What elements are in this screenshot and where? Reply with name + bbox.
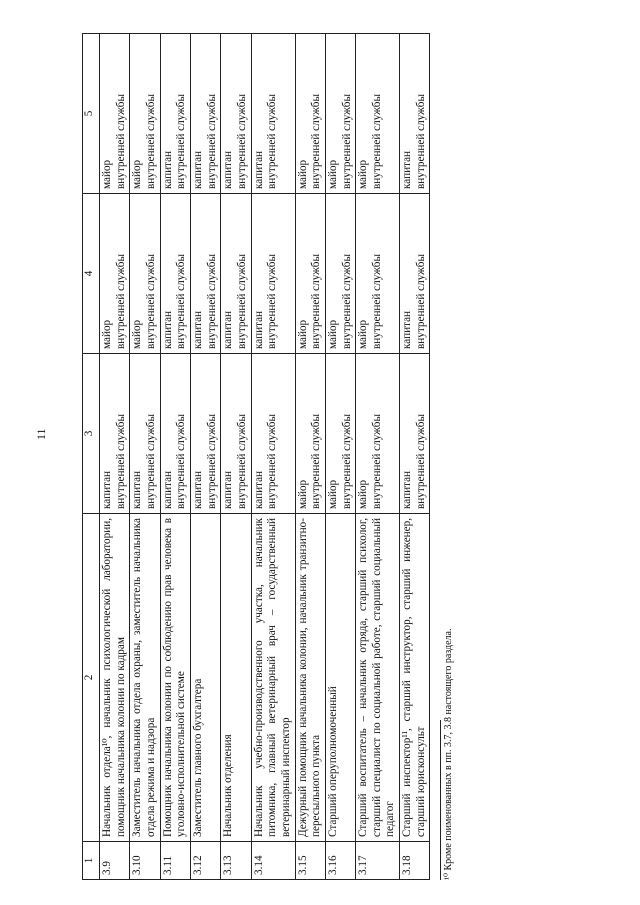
rank-name: майор xyxy=(296,159,309,189)
table-row xyxy=(295,34,325,880)
rank-service: внутренней службы xyxy=(175,94,188,189)
rank-name: майор xyxy=(131,319,144,349)
rank-name: капитан xyxy=(401,470,414,509)
table-row xyxy=(325,34,355,880)
rank-name: капитан xyxy=(191,470,204,509)
rank-name: капитан xyxy=(401,310,414,349)
rotated-content xyxy=(82,34,582,880)
row-number: 3.9 xyxy=(100,842,130,880)
rank-service: внутренней службы xyxy=(144,414,157,509)
table-row xyxy=(190,34,220,880)
rank-table xyxy=(82,33,430,880)
rank-name: майор xyxy=(357,319,370,349)
rank-cell-5 xyxy=(100,34,130,194)
rank-name: капитан xyxy=(161,150,174,189)
rank-service: внутренней службы xyxy=(205,254,218,349)
rank-service: внутренней службы xyxy=(205,94,218,189)
rank-service: внутренней службы xyxy=(144,254,157,349)
header-row xyxy=(83,34,100,880)
rank-name: майор xyxy=(326,159,339,189)
rank-service: внутренней службы xyxy=(235,254,248,349)
rank-cell-3 xyxy=(190,354,220,514)
rank-service: внутренней службы xyxy=(340,254,353,349)
rank-name: капитан xyxy=(252,150,265,189)
table-row xyxy=(160,34,190,880)
rank-service: внутренней службы xyxy=(175,254,188,349)
rank-cell-4 xyxy=(356,194,400,354)
rank-service: внутренней службы xyxy=(370,94,383,189)
row-number: 3.16 xyxy=(325,842,355,880)
rank-service: внутренней службы xyxy=(414,254,427,349)
footnote-divider xyxy=(440,720,441,880)
table-row xyxy=(221,34,251,880)
rank-name: капитан xyxy=(191,310,204,349)
position-title: Начальник отделения xyxy=(221,514,251,842)
rank-service: внутренней службы xyxy=(310,414,323,509)
rank-service: внутренней службы xyxy=(266,414,279,509)
header-cell-2: 2 xyxy=(83,514,100,842)
rank-name: капитан xyxy=(101,470,113,509)
position-title: Заместитель главного бухгалтера xyxy=(190,514,220,842)
rank-name: капитан xyxy=(191,150,204,189)
rank-cell-5 xyxy=(160,34,190,194)
rank-cell-3 xyxy=(295,354,325,514)
rank-name: майор xyxy=(296,319,309,349)
rank-name: капитан xyxy=(252,470,265,509)
rank-service: внутренней службы xyxy=(414,414,427,509)
rank-name: майор xyxy=(101,319,113,349)
rank-service: внутренней службы xyxy=(340,94,353,189)
rank-name: капитан xyxy=(222,150,235,189)
rank-cell-3 xyxy=(221,354,251,514)
rank-cell-4 xyxy=(190,194,220,354)
position-title: Начальник учебно-производственного участка, начальник питомника, главный ветеринарный врач – государственный ветеринарный инспектор xyxy=(251,514,295,842)
rank-name: майор xyxy=(326,319,339,349)
rank-cell-4 xyxy=(400,194,430,354)
rank-service: внутренней службы xyxy=(414,94,427,189)
rank-service: внутренней службы xyxy=(370,414,383,509)
position-title: Старший оперуполномоченный xyxy=(325,514,355,842)
rank-name: капитан xyxy=(161,310,174,349)
position-title: Помощник начальника колонии по соблюдению прав человека в уголовно-исполнительной системе xyxy=(160,514,190,842)
rank-service: внутренней службы xyxy=(114,414,127,509)
rank-service: внутренней службы xyxy=(266,254,279,349)
rank-service: внутренней службы xyxy=(370,254,383,349)
rank-cell-3 xyxy=(400,354,430,514)
rank-cell-5 xyxy=(130,34,160,194)
rank-name: майор xyxy=(101,159,113,189)
position-title: Начальник отдела¹⁰, начальник психологической лаборатории, помощник начальника колонии по кадрам xyxy=(100,514,130,842)
page-number: 11 xyxy=(34,428,48,440)
rank-cell-4 xyxy=(160,194,190,354)
rank-service: внутренней службы xyxy=(114,94,127,189)
rank-cell-4 xyxy=(251,194,295,354)
rank-cell-5 xyxy=(295,34,325,194)
rank-service: внутренней службы xyxy=(235,414,248,509)
rank-name: капитан xyxy=(401,150,414,189)
rank-service: внутренней службы xyxy=(310,94,323,189)
rank-name: капитан xyxy=(252,310,265,349)
rank-cell-3 xyxy=(356,354,400,514)
rank-cell-5 xyxy=(190,34,220,194)
rank-name: капитан xyxy=(161,470,174,509)
header-cell-1: 1 xyxy=(83,842,100,880)
rank-service: внутренней службы xyxy=(175,414,188,509)
rank-name: майор xyxy=(326,479,339,509)
table-row xyxy=(251,34,295,880)
table-row xyxy=(100,34,130,880)
rank-cell-3 xyxy=(251,354,295,514)
rank-cell-5 xyxy=(325,34,355,194)
position-title: Старший воспитатель – начальник отряда, старший психолог, старший специалист по социальной работе, старший социальный педагог xyxy=(356,514,400,842)
rank-name: капитан xyxy=(222,310,235,349)
row-number: 3.18 xyxy=(400,842,430,880)
row-number: 3.15 xyxy=(295,842,325,880)
rank-cell-5 xyxy=(356,34,400,194)
row-number: 3.13 xyxy=(221,842,251,880)
rank-cell-4 xyxy=(325,194,355,354)
rank-cell-4 xyxy=(130,194,160,354)
table-row xyxy=(400,34,430,880)
rank-name: майор xyxy=(357,479,370,509)
position-title: Старший инспектор¹¹, старший инструктор, старший инженер, старший юрисконсульт xyxy=(400,514,430,842)
header-cell-3: 3 xyxy=(83,354,100,514)
rank-name: капитан xyxy=(222,470,235,509)
rank-name: майор xyxy=(357,159,370,189)
rank-service: внутренней службы xyxy=(266,94,279,189)
row-number: 3.17 xyxy=(356,842,400,880)
rank-service: внутренней службы xyxy=(235,94,248,189)
rank-cell-3 xyxy=(160,354,190,514)
rank-cell-3 xyxy=(130,354,160,514)
row-number: 3.11 xyxy=(160,842,190,880)
table-row xyxy=(130,34,160,880)
rank-cell-4 xyxy=(100,194,130,354)
row-number: 3.12 xyxy=(190,842,220,880)
header-cell-5: 5 xyxy=(83,34,100,194)
rank-cell-4 xyxy=(221,194,251,354)
position-title: Заместитель начальника отдела охраны, заместитель начальника отдела режима и надзора xyxy=(130,514,160,842)
rank-cell-4 xyxy=(295,194,325,354)
rank-name: майор xyxy=(131,159,144,189)
rank-cell-5 xyxy=(251,34,295,194)
rank-name: капитан xyxy=(131,470,144,509)
footnote: ¹⁰ Кроме поименованных в пп. 3.7, 3.8 настоящего раздела. xyxy=(443,628,455,880)
rank-cell-5 xyxy=(400,34,430,194)
rank-service: внутренней службы xyxy=(144,94,157,189)
rank-cell-5 xyxy=(221,34,251,194)
row-number: 3.14 xyxy=(251,842,295,880)
rank-name: майор xyxy=(296,479,309,509)
rank-cell-3 xyxy=(325,354,355,514)
header-cell-4: 4 xyxy=(83,194,100,354)
row-number: 3.10 xyxy=(130,842,160,880)
table-row xyxy=(356,34,400,880)
rank-service: внутренней службы xyxy=(114,254,127,349)
rank-service: внутренней службы xyxy=(340,414,353,509)
position-title: Дежурный помощник начальника колонии, начальник транзитно-пересыльного пункта xyxy=(295,514,325,842)
rank-service: внутренней службы xyxy=(310,254,323,349)
rank-cell-3 xyxy=(100,354,130,514)
rank-service: внутренней службы xyxy=(205,414,218,509)
